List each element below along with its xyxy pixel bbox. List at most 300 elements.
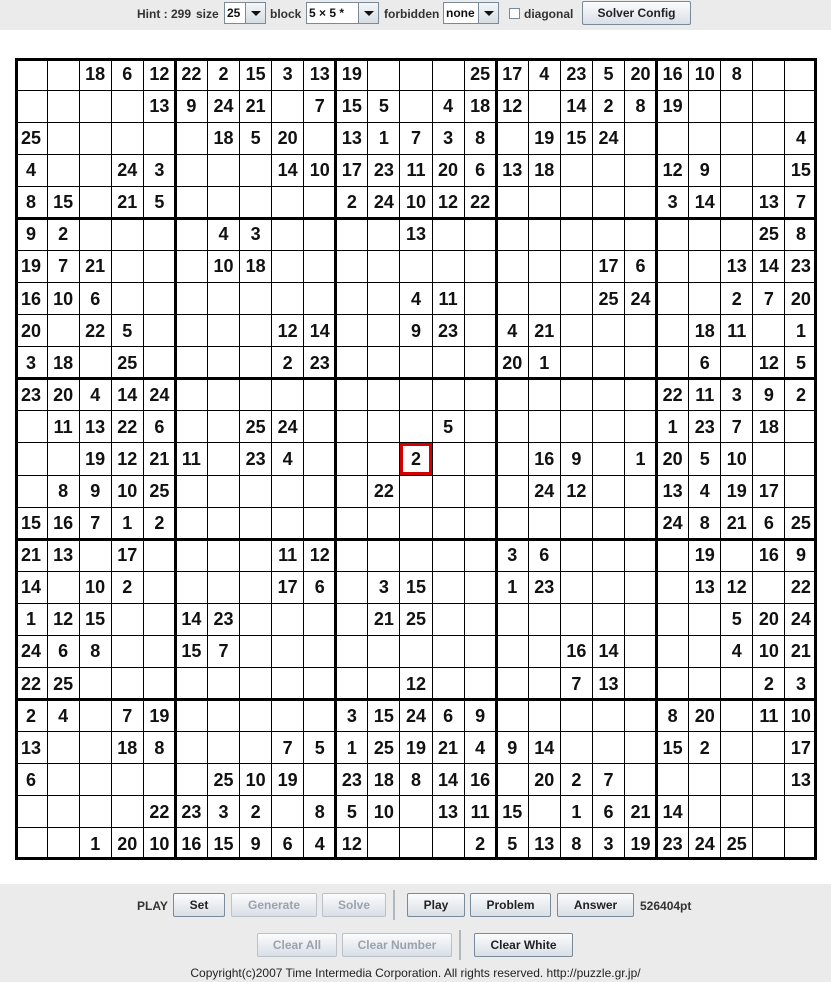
- grid-cell[interactable]: [592, 347, 624, 379]
- grid-cell[interactable]: [272, 700, 304, 732]
- grid-cell[interactable]: 15: [502, 801, 523, 822]
- grid-cell[interactable]: [400, 347, 432, 379]
- grid-cell[interactable]: [625, 475, 657, 507]
- grid-cell[interactable]: [47, 154, 79, 186]
- grid-cell[interactable]: [272, 218, 304, 250]
- grid-cell[interactable]: 9: [250, 833, 261, 854]
- grid-cell[interactable]: 6: [122, 64, 133, 84]
- grid-cell[interactable]: 25: [598, 288, 619, 309]
- clear-number-button[interactable]: Clear Number: [342, 933, 452, 957]
- grid-cell[interactable]: [47, 796, 79, 828]
- grid-cell[interactable]: 3: [443, 128, 454, 149]
- grid-cell[interactable]: [207, 379, 239, 411]
- grid-cell[interactable]: 14: [309, 320, 330, 341]
- grid-cell[interactable]: 14: [598, 641, 619, 662]
- grid-cell[interactable]: 25: [726, 833, 747, 854]
- grid-cell[interactable]: [143, 250, 175, 282]
- grid-cell[interactable]: [207, 347, 239, 379]
- grid-cell[interactable]: 19: [85, 448, 106, 469]
- grid-cell[interactable]: [400, 507, 432, 539]
- grid-cell[interactable]: [368, 379, 400, 411]
- grid-cell[interactable]: [79, 668, 111, 700]
- grid-cell[interactable]: 2: [571, 769, 582, 790]
- grid-cell[interactable]: [272, 186, 304, 218]
- clear-all-button[interactable]: Clear All: [257, 933, 337, 957]
- grid-cell[interactable]: [400, 828, 432, 860]
- grid-cell[interactable]: 1: [122, 513, 133, 534]
- grid-cell[interactable]: 19: [534, 128, 555, 149]
- grid-cell[interactable]: [240, 347, 272, 379]
- grid-cell[interactable]: 8: [314, 801, 325, 822]
- grid-cell[interactable]: 12: [117, 448, 138, 469]
- grid-cell[interactable]: [175, 700, 207, 732]
- grid-cell[interactable]: [432, 507, 464, 539]
- grid-cell[interactable]: 13: [405, 224, 426, 245]
- grid-cell[interactable]: 24: [694, 833, 715, 854]
- grid-cell[interactable]: [528, 796, 560, 828]
- grid-cell[interactable]: [175, 315, 207, 347]
- grid-cell[interactable]: 17: [598, 256, 619, 277]
- grid-cell[interactable]: [111, 250, 143, 282]
- grid-cell[interactable]: [464, 603, 496, 635]
- grid-cell[interactable]: 2: [603, 96, 614, 117]
- grid-cell[interactable]: [272, 796, 304, 828]
- grid-cell[interactable]: [79, 347, 111, 379]
- grid-cell[interactable]: [47, 58, 79, 90]
- grid-cell[interactable]: [400, 796, 432, 828]
- grid-cell[interactable]: 2: [731, 288, 742, 309]
- grid-cell[interactable]: [592, 603, 624, 635]
- grid-cell[interactable]: [272, 90, 304, 122]
- grid-cell[interactable]: 18: [534, 160, 555, 181]
- grid-cell[interactable]: [721, 218, 753, 250]
- grid-cell[interactable]: 20: [694, 705, 715, 726]
- grid-cell[interactable]: [47, 732, 79, 764]
- grid-cell[interactable]: 18: [213, 128, 234, 149]
- solver-config-button[interactable]: Solver Config: [582, 1, 691, 25]
- grid-cell[interactable]: [79, 90, 111, 122]
- grid-cell[interactable]: [336, 218, 368, 250]
- grid-cell[interactable]: [143, 764, 175, 796]
- grid-cell[interactable]: [240, 186, 272, 218]
- grid-cell[interactable]: [143, 283, 175, 315]
- grid-cell[interactable]: 18: [758, 416, 779, 437]
- grid-cell[interactable]: 21: [373, 609, 394, 630]
- grid-cell[interactable]: [721, 539, 753, 571]
- grid-cell[interactable]: 11: [181, 448, 201, 469]
- grid-cell[interactable]: 20: [630, 64, 651, 84]
- grid-cell[interactable]: 12: [405, 673, 426, 694]
- grid-cell[interactable]: 6: [58, 641, 69, 662]
- grid-cell[interactable]: 6: [635, 256, 646, 277]
- grid-cell[interactable]: 19: [662, 96, 683, 117]
- grid-cell[interactable]: 8: [58, 481, 69, 502]
- grid-cell[interactable]: 12: [758, 352, 779, 373]
- grid-cell[interactable]: [47, 90, 79, 122]
- grid-cell[interactable]: [528, 283, 560, 315]
- grid-cell[interactable]: 2: [218, 64, 229, 84]
- grid-cell[interactable]: 12: [53, 609, 74, 630]
- grid-cell[interactable]: [240, 668, 272, 700]
- grid-cell[interactable]: [496, 507, 528, 539]
- grid-cell[interactable]: [175, 154, 207, 186]
- grid-cell[interactable]: 25: [21, 128, 42, 149]
- grid-cell[interactable]: [625, 122, 657, 154]
- grid-cell[interactable]: 3: [154, 160, 165, 181]
- grid-cell[interactable]: [175, 379, 207, 411]
- grid-cell[interactable]: 21: [534, 320, 555, 341]
- grid-cell[interactable]: 20: [534, 769, 555, 790]
- grid-cell[interactable]: [592, 154, 624, 186]
- grid-cell[interactable]: 9: [795, 545, 806, 566]
- grid-cell[interactable]: [689, 764, 721, 796]
- grid-cell[interactable]: [657, 315, 689, 347]
- grid-cell[interactable]: [721, 668, 753, 700]
- grid-cell[interactable]: [175, 186, 207, 218]
- grid-cell[interactable]: 20: [758, 609, 779, 630]
- grid-cell[interactable]: [400, 90, 432, 122]
- grid-cell[interactable]: [625, 154, 657, 186]
- forbidden-select[interactable]: [443, 2, 499, 24]
- grid-cell[interactable]: [240, 539, 272, 571]
- grid-cell[interactable]: [368, 507, 400, 539]
- grid-cell[interactable]: [272, 635, 304, 667]
- grid-cell[interactable]: 18: [117, 737, 138, 758]
- grid-cell[interactable]: 4: [58, 705, 69, 726]
- grid-cell[interactable]: 10: [53, 288, 74, 309]
- grid-cell[interactable]: [336, 315, 368, 347]
- grid-cell[interactable]: [560, 379, 592, 411]
- grid-cell[interactable]: [207, 700, 239, 732]
- grid-cell[interactable]: 20: [21, 320, 42, 341]
- grid-cell[interactable]: 19: [277, 769, 298, 790]
- grid-cell[interactable]: [753, 90, 785, 122]
- problem-button[interactable]: Problem: [470, 893, 551, 917]
- grid-cell[interactable]: 2: [699, 737, 710, 758]
- grid-cell[interactable]: 12: [149, 64, 170, 84]
- grid-cell[interactable]: 16: [662, 64, 683, 84]
- grid-cell[interactable]: 3: [26, 352, 37, 373]
- grid-cell[interactable]: [528, 218, 560, 250]
- grid-cell[interactable]: 1: [26, 609, 37, 630]
- grid-cell[interactable]: [432, 475, 464, 507]
- grid-cell[interactable]: 7: [410, 128, 421, 149]
- grid-cell[interactable]: [79, 539, 111, 571]
- grid-cell[interactable]: [432, 668, 464, 700]
- grid-cell[interactable]: 14: [758, 256, 779, 277]
- grid-cell[interactable]: [175, 347, 207, 379]
- grid-cell[interactable]: 8: [699, 513, 710, 534]
- grid-cell[interactable]: 2: [763, 673, 774, 694]
- grid-cell[interactable]: 1: [346, 737, 357, 758]
- grid-cell[interactable]: [175, 732, 207, 764]
- grid-cell[interactable]: [753, 315, 785, 347]
- grid-cell[interactable]: [368, 539, 400, 571]
- grid-cell[interactable]: [657, 250, 689, 282]
- grid-cell[interactable]: [657, 122, 689, 154]
- grid-cell[interactable]: 7: [763, 288, 774, 309]
- grid-cell[interactable]: 21: [245, 96, 266, 117]
- grid-cell[interactable]: [336, 411, 368, 443]
- grid-cell[interactable]: [79, 764, 111, 796]
- grid-cell[interactable]: 23: [694, 416, 715, 437]
- grid-cell[interactable]: [560, 154, 592, 186]
- grid-cell[interactable]: [111, 668, 143, 700]
- grid-cell[interactable]: [207, 732, 239, 764]
- grid-cell[interactable]: 1: [635, 448, 646, 469]
- grid-cell[interactable]: 17: [341, 160, 362, 181]
- grid-cell[interactable]: [464, 315, 496, 347]
- grid-cell[interactable]: 14: [181, 609, 202, 630]
- grid-cell[interactable]: 15: [790, 160, 811, 181]
- grid-cell[interactable]: [207, 186, 239, 218]
- grid-cell[interactable]: [432, 635, 464, 667]
- grid-cell[interactable]: [304, 379, 336, 411]
- grid-cell[interactable]: [753, 828, 785, 860]
- grid-cell[interactable]: 17: [117, 545, 138, 566]
- grid-cell[interactable]: 2: [26, 705, 37, 726]
- grid-cell[interactable]: 14: [117, 384, 138, 405]
- grid-cell[interactable]: [592, 732, 624, 764]
- grid-cell[interactable]: 16: [566, 641, 587, 662]
- grid-cell[interactable]: 23: [790, 256, 811, 277]
- grid-cell[interactable]: [560, 218, 592, 250]
- grid-cell[interactable]: [464, 250, 496, 282]
- grid-cell[interactable]: [657, 668, 689, 700]
- grid-cell[interactable]: [560, 411, 592, 443]
- grid-cell[interactable]: [240, 732, 272, 764]
- grid-cell[interactable]: [560, 603, 592, 635]
- grid-cell[interactable]: 10: [373, 801, 394, 822]
- grid-cell[interactable]: [689, 218, 721, 250]
- grid-cell[interactable]: 24: [790, 609, 811, 630]
- grid-cell[interactable]: [657, 571, 689, 603]
- grid-cell[interactable]: [304, 507, 336, 539]
- grid-cell[interactable]: 20: [662, 448, 683, 469]
- grid-cell[interactable]: 22: [181, 64, 202, 84]
- grid-cell[interactable]: [143, 347, 175, 379]
- grid-cell[interactable]: [79, 154, 111, 186]
- grid-cell[interactable]: [464, 411, 496, 443]
- grid-cell[interactable]: [368, 635, 400, 667]
- grid-cell[interactable]: [560, 347, 592, 379]
- grid-cell[interactable]: 8: [154, 737, 165, 758]
- grid-cell[interactable]: [368, 250, 400, 282]
- grid-cell[interactable]: [240, 475, 272, 507]
- grid-cell[interactable]: [432, 539, 464, 571]
- grid-cell[interactable]: 4: [507, 320, 518, 341]
- grid-cell[interactable]: 25: [149, 481, 170, 502]
- grid-cell[interactable]: [432, 379, 464, 411]
- grid-cell[interactable]: [496, 218, 528, 250]
- grid-cell[interactable]: 24: [373, 192, 394, 213]
- grid-cell[interactable]: [368, 411, 400, 443]
- grid-cell[interactable]: [464, 443, 496, 475]
- grid-cell[interactable]: [689, 122, 721, 154]
- grid-cell[interactable]: [15, 90, 47, 122]
- grid-cell[interactable]: 11: [759, 705, 779, 726]
- grid-cell[interactable]: [528, 250, 560, 282]
- grid-cell[interactable]: 20: [502, 352, 523, 373]
- play-button[interactable]: Play: [407, 893, 465, 917]
- chevron-down-icon[interactable]: [245, 3, 265, 23]
- grid-cell[interactable]: 22: [790, 577, 811, 598]
- grid-cell[interactable]: [657, 218, 689, 250]
- grid-cell[interactable]: 12: [566, 481, 587, 502]
- grid-cell[interactable]: 21: [117, 192, 138, 213]
- grid-cell[interactable]: [143, 571, 175, 603]
- grid-cell[interactable]: [175, 668, 207, 700]
- grid-cell[interactable]: [496, 379, 528, 411]
- grid-cell[interactable]: [304, 668, 336, 700]
- grid-cell[interactable]: [143, 122, 175, 154]
- grid-cell[interactable]: 24: [630, 288, 651, 309]
- grid-cell[interactable]: 21: [726, 513, 747, 534]
- grid-cell[interactable]: [496, 668, 528, 700]
- grid-cell[interactable]: [496, 700, 528, 732]
- grid-cell[interactable]: 11: [727, 320, 747, 341]
- grid-cell[interactable]: [15, 58, 47, 90]
- grid-cell[interactable]: 23: [534, 577, 555, 598]
- grid-cell[interactable]: 20: [53, 384, 74, 405]
- grid-cell[interactable]: 25: [53, 673, 74, 694]
- grid-cell[interactable]: [15, 443, 47, 475]
- grid-cell[interactable]: [175, 411, 207, 443]
- grid-cell[interactable]: 14: [21, 577, 42, 598]
- grid-cell[interactable]: 2: [282, 352, 293, 373]
- grid-cell[interactable]: [464, 635, 496, 667]
- grid-cell[interactable]: [785, 443, 817, 475]
- grid-cell[interactable]: [79, 186, 111, 218]
- grid-cell[interactable]: [304, 122, 336, 154]
- grid-cell[interactable]: 16: [758, 545, 779, 566]
- grid-cell[interactable]: [496, 443, 528, 475]
- grid-cell[interactable]: [15, 411, 47, 443]
- grid-cell[interactable]: [47, 571, 79, 603]
- grid-cell[interactable]: 7: [731, 416, 742, 437]
- grid-cell[interactable]: 5: [699, 448, 710, 469]
- grid-cell[interactable]: 4: [410, 288, 421, 309]
- grid-cell[interactable]: 2: [346, 192, 357, 213]
- grid-cell[interactable]: 3: [218, 801, 229, 822]
- grid-cell[interactable]: [560, 571, 592, 603]
- grid-cell[interactable]: 7: [795, 192, 806, 213]
- grid-cell[interactable]: 1: [507, 577, 518, 598]
- grid-cell[interactable]: 6: [314, 577, 325, 598]
- grid-cell[interactable]: [625, 218, 657, 250]
- grid-cell[interactable]: 20: [277, 128, 298, 149]
- grid-cell[interactable]: 14: [662, 801, 683, 822]
- grid-cell[interactable]: 11: [695, 384, 715, 405]
- grid-cell[interactable]: 13: [598, 673, 619, 694]
- grid-cell[interactable]: [240, 283, 272, 315]
- grid-cell[interactable]: 7: [90, 513, 101, 534]
- grid-cell[interactable]: [464, 347, 496, 379]
- grid-cell[interactable]: [368, 443, 400, 475]
- grid-cell[interactable]: [47, 764, 79, 796]
- grid-cell[interactable]: [175, 475, 207, 507]
- grid-cell[interactable]: 10: [694, 64, 715, 84]
- size-select[interactable]: [224, 2, 266, 24]
- grid-cell[interactable]: [111, 603, 143, 635]
- grid-cell[interactable]: 19: [341, 64, 362, 84]
- grid-cell[interactable]: [79, 796, 111, 828]
- grid-cell[interactable]: [464, 507, 496, 539]
- grid-cell[interactable]: [721, 764, 753, 796]
- grid-cell[interactable]: 10: [726, 448, 747, 469]
- grid-cell[interactable]: [304, 764, 336, 796]
- grid-cell[interactable]: 11: [406, 160, 426, 181]
- grid-cell[interactable]: [400, 539, 432, 571]
- grid-cell[interactable]: [496, 283, 528, 315]
- grid-cell[interactable]: [79, 732, 111, 764]
- grid-cell[interactable]: [400, 475, 432, 507]
- grid-cell[interactable]: [400, 250, 432, 282]
- grid-cell[interactable]: 25: [117, 352, 138, 373]
- grid-cell[interactable]: [592, 411, 624, 443]
- grid-cell[interactable]: 23: [662, 833, 683, 854]
- grid-cell[interactable]: [304, 218, 336, 250]
- grid-cell[interactable]: [143, 539, 175, 571]
- grid-cell[interactable]: [464, 539, 496, 571]
- grid-cell[interactable]: 4: [475, 737, 486, 758]
- grid-cell[interactable]: [657, 764, 689, 796]
- grid-cell[interactable]: [336, 475, 368, 507]
- grid-cell[interactable]: 19: [405, 737, 426, 758]
- grid-cell[interactable]: 24: [405, 705, 426, 726]
- grid-cell[interactable]: 19: [694, 545, 715, 566]
- grid-cell[interactable]: [304, 250, 336, 282]
- grid-cell[interactable]: [560, 250, 592, 282]
- grid-cell[interactable]: [272, 507, 304, 539]
- grid-cell[interactable]: 22: [21, 673, 42, 694]
- grid-cell[interactable]: [207, 668, 239, 700]
- grid-cell[interactable]: [625, 347, 657, 379]
- grid-cell[interactable]: [272, 603, 304, 635]
- grid-cell[interactable]: [111, 122, 143, 154]
- grid-cell[interactable]: [625, 764, 657, 796]
- grid-cell[interactable]: [432, 347, 464, 379]
- grid-cell[interactable]: 18: [373, 769, 394, 790]
- grid-cell[interactable]: [657, 347, 689, 379]
- grid-cell[interactable]: [272, 475, 304, 507]
- grid-cell[interactable]: 14: [534, 737, 555, 758]
- grid-cell[interactable]: [175, 283, 207, 315]
- grid-cell[interactable]: 17: [758, 481, 779, 502]
- grid-cell[interactable]: 16: [21, 288, 42, 309]
- grid-cell[interactable]: [432, 571, 464, 603]
- grid-cell[interactable]: 1: [378, 128, 389, 149]
- grid-cell[interactable]: 25: [405, 609, 426, 630]
- grid-cell[interactable]: [240, 603, 272, 635]
- grid-cell[interactable]: 16: [53, 513, 74, 534]
- grid-cell[interactable]: [240, 571, 272, 603]
- grid-cell[interactable]: [496, 603, 528, 635]
- grid-cell[interactable]: 23: [438, 320, 459, 341]
- grid-cell[interactable]: 13: [502, 160, 523, 181]
- grid-cell[interactable]: [592, 475, 624, 507]
- grid-cell[interactable]: [272, 283, 304, 315]
- grid-cell[interactable]: 6: [282, 833, 293, 854]
- grid-cell[interactable]: 9: [26, 224, 37, 245]
- grid-cell[interactable]: 17: [790, 737, 811, 758]
- grid-cell[interactable]: 18: [470, 96, 491, 117]
- grid-cell[interactable]: 6: [26, 769, 37, 790]
- grid-cell[interactable]: [368, 315, 400, 347]
- grid-cell[interactable]: 6: [475, 160, 486, 181]
- grid-cell[interactable]: 15: [405, 577, 426, 598]
- grid-cell[interactable]: 14: [438, 769, 459, 790]
